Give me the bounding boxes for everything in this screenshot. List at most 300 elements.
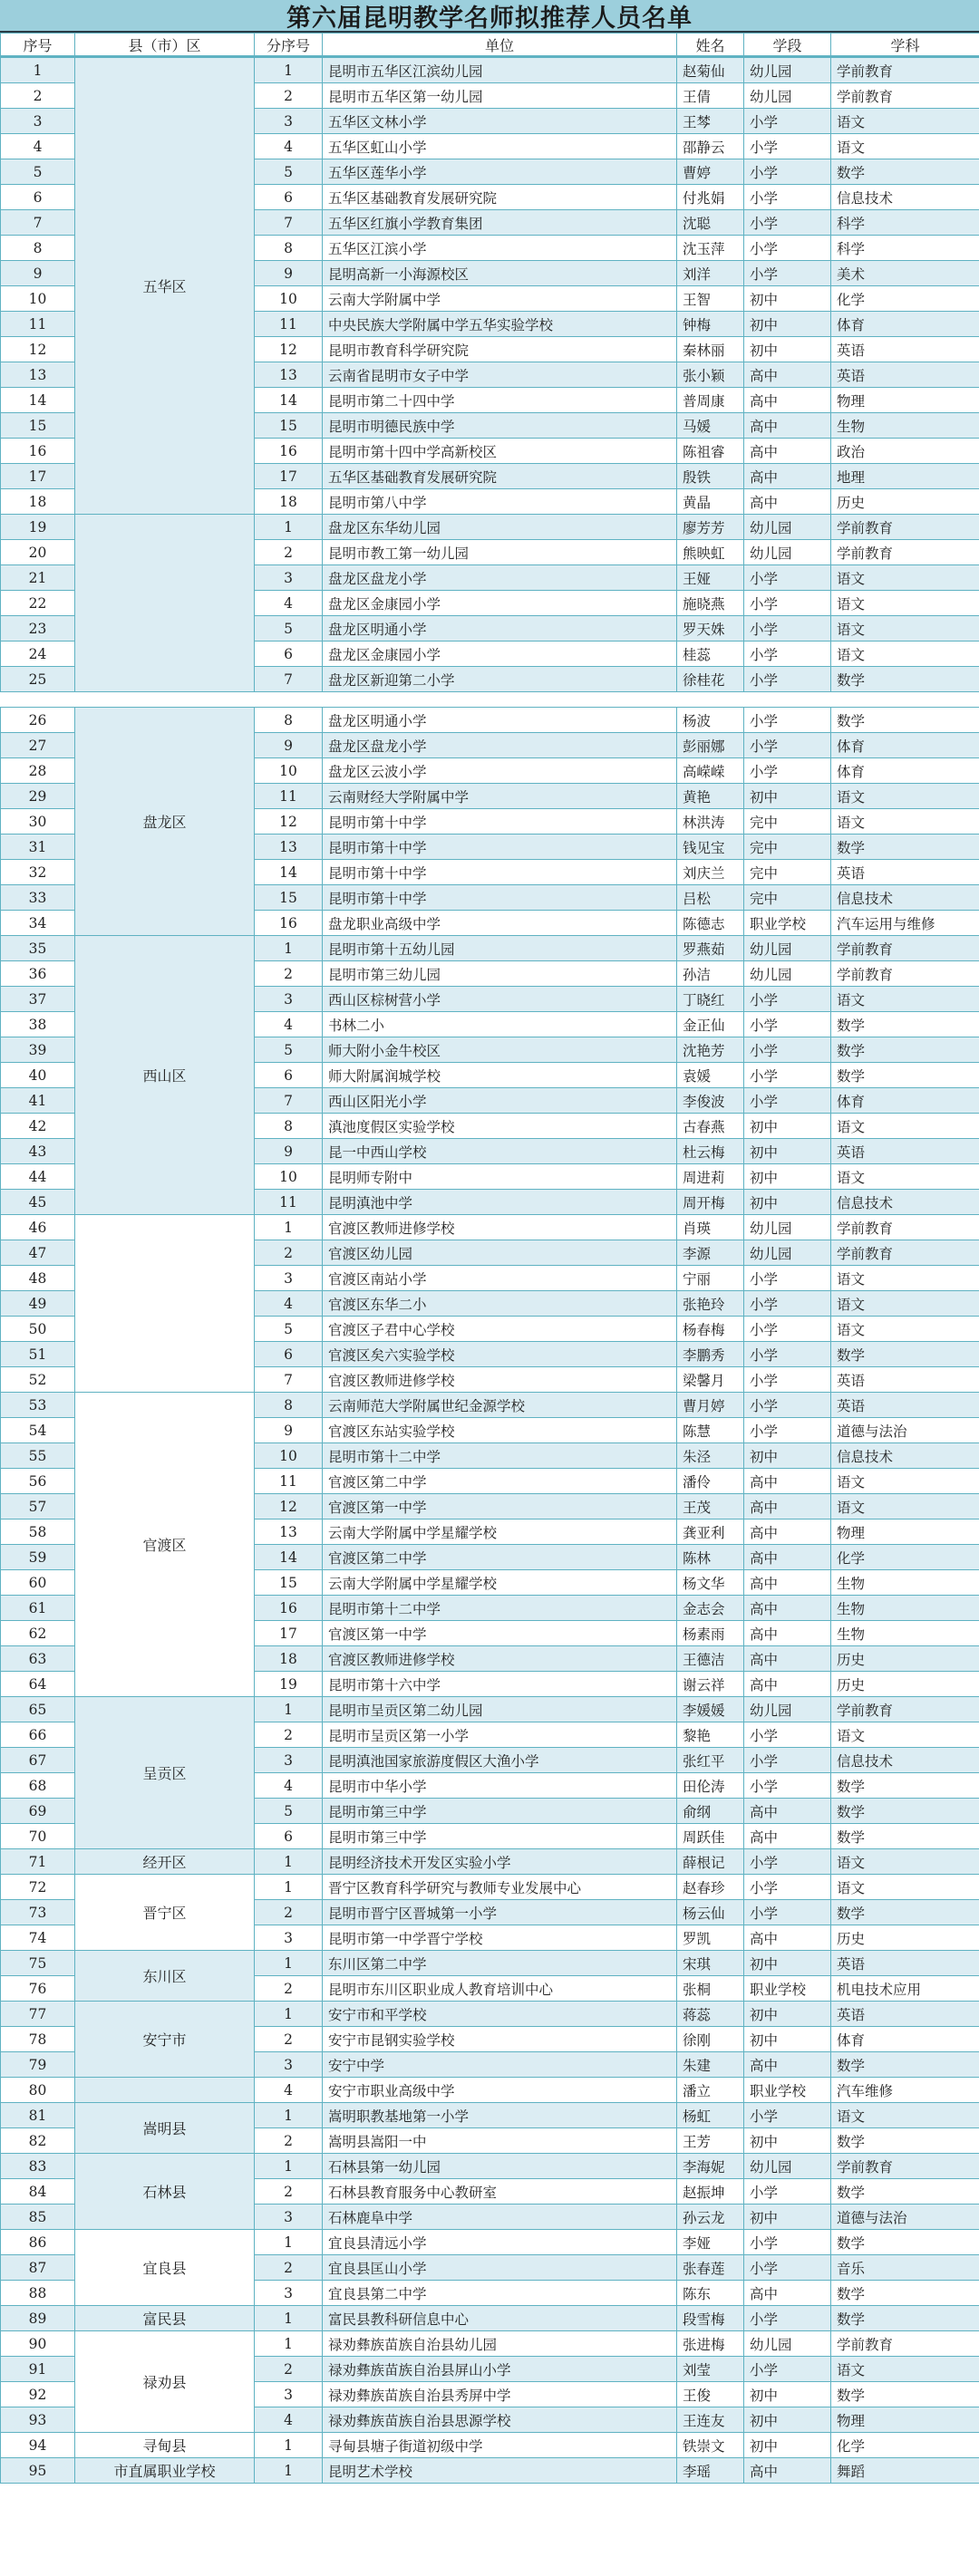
subject-cell: 数学: [831, 1824, 979, 1849]
sub-number: 1: [255, 1215, 323, 1240]
subject-cell: 学前教育: [831, 515, 979, 540]
unit-cell: 中央民族大学附属中学五华实验学校: [323, 312, 677, 337]
subject-cell: 数学: [831, 2230, 979, 2255]
unit-cell: 官渡区第一中学: [323, 1621, 677, 1646]
stage-cell: 小学: [744, 134, 831, 159]
table-row: [1, 1215, 979, 1240]
name-cell: 杨波: [677, 708, 744, 733]
unit-cell: 官渡区东华二小: [323, 1291, 677, 1317]
stage-cell: 初中: [744, 286, 831, 312]
subject-cell: 语文: [831, 1494, 979, 1520]
name-cell: 宁丽: [677, 1266, 744, 1291]
sub-number: 3: [255, 109, 323, 134]
name-cell: 袁媛: [677, 1063, 744, 1088]
name-cell: 邵静云: [677, 134, 744, 159]
stage-cell: 初中: [744, 2205, 831, 2230]
district-cell: 安宁市: [75, 2002, 255, 2078]
sub-number: 16: [255, 1596, 323, 1621]
unit-cell: 昆明师专附中: [323, 1164, 677, 1190]
row-number: 83: [1, 2154, 75, 2179]
stage-cell: 小学: [744, 1748, 831, 1773]
sub-number: 8: [255, 236, 323, 261]
stage-cell: 小学: [744, 758, 831, 784]
district-cell: 官渡区: [75, 1393, 255, 1697]
row-number: 31: [1, 835, 75, 860]
row-number: 71: [1, 1849, 75, 1875]
name-cell: 蒋蕊: [677, 2002, 744, 2027]
name-cell: 徐刚: [677, 2027, 744, 2052]
stage-cell: 高中: [744, 1621, 831, 1646]
name-cell: 王娅: [677, 565, 744, 591]
subject-cell: 化学: [831, 1545, 979, 1570]
stage-cell: 初中: [744, 784, 831, 809]
subject-cell: 信息技术: [831, 1190, 979, 1215]
sub-number: 15: [255, 1570, 323, 1596]
stage-cell: 小学: [744, 1393, 831, 1418]
subject-cell: 汽车运用与维修: [831, 911, 979, 936]
stage-cell: 幼儿园: [744, 540, 831, 565]
name-cell: 李媛媛: [677, 1697, 744, 1722]
stage-cell: 初中: [744, 2433, 831, 2458]
unit-cell: 盘龙区金康园小学: [323, 642, 677, 667]
unit-cell: 官渡区教师进修学校: [323, 1646, 677, 1672]
row-number: 35: [1, 936, 75, 961]
district-cell: 市直属职业学校: [75, 2458, 255, 2484]
unit-cell: 昆明市第一中学晋宁学校: [323, 1925, 677, 1951]
stage-cell: 初中: [744, 337, 831, 362]
sub-number: 4: [255, 2407, 323, 2433]
name-cell: 朱建: [677, 2052, 744, 2078]
sub-number: 11: [255, 1469, 323, 1494]
unit-cell: 云南大学附属中学星耀学校: [323, 1520, 677, 1545]
sub-number: 1: [255, 2230, 323, 2255]
table-row: [1, 2154, 979, 2179]
row-number: 51: [1, 1342, 75, 1367]
sub-number: 10: [255, 1443, 323, 1469]
sub-number: 5: [255, 1799, 323, 1824]
row-number: 93: [1, 2407, 75, 2433]
stage-cell: 高中: [744, 1596, 831, 1621]
subject-cell: 语文: [831, 809, 979, 835]
subject-cell: 信息技术: [831, 1443, 979, 1469]
name-cell: 杨云仙: [677, 1900, 744, 1925]
subject-cell: 英语: [831, 337, 979, 362]
table-header-row: [1, 34, 979, 57]
row-number: 5: [1, 159, 75, 185]
unit-cell: 禄劝彝族苗族自治县幼儿园: [323, 2331, 677, 2357]
unit-cell: 昆明市东川区职业成人教育培训中心: [323, 1976, 677, 2002]
row-number: 77: [1, 2002, 75, 2027]
subject-cell: 信息技术: [831, 885, 979, 911]
name-cell: 周进莉: [677, 1164, 744, 1190]
sub-number: 1: [255, 2458, 323, 2484]
unit-cell: 昆明市第十二中学: [323, 1596, 677, 1621]
stage-cell: 小学: [744, 1367, 831, 1393]
name-cell: 王连友: [677, 2407, 744, 2433]
district-cell: [75, 1215, 255, 1393]
name-cell: 薛根记: [677, 1849, 744, 1875]
stage-cell: 高中: [744, 362, 831, 388]
row-number: 79: [1, 2052, 75, 2078]
subject-cell: 美术: [831, 261, 979, 286]
name-cell: 王俊: [677, 2382, 744, 2407]
name-cell: 潘伶: [677, 1469, 744, 1494]
stage-cell: 幼儿园: [744, 515, 831, 540]
name-cell: 高嵘嵘: [677, 758, 744, 784]
stage-cell: 小学: [744, 1418, 831, 1443]
unit-cell: 西山区棕树营小学: [323, 987, 677, 1012]
stage-cell: 小学: [744, 109, 831, 134]
nominee-table: [0, 33, 979, 2484]
unit-cell: 昆明市第十二中学: [323, 1443, 677, 1469]
sub-number: 1: [255, 57, 323, 83]
sub-number: 2: [255, 540, 323, 565]
row-number: 50: [1, 1317, 75, 1342]
stage-cell: 小学: [744, 733, 831, 758]
sub-number: 4: [255, 1012, 323, 1037]
row-number: 37: [1, 987, 75, 1012]
unit-cell: 昆明市第十中学: [323, 835, 677, 860]
name-cell: 杨素雨: [677, 1621, 744, 1646]
stage-cell: 小学: [744, 210, 831, 236]
unit-cell: 昆明市呈贡区第二幼儿园: [323, 1697, 677, 1722]
sub-number: 1: [255, 2103, 323, 2128]
subject-cell: 语文: [831, 2103, 979, 2128]
name-cell: 沈玉萍: [677, 236, 744, 261]
sub-number: 13: [255, 362, 323, 388]
stage-cell: 小学: [744, 1012, 831, 1037]
subject-cell: 数学: [831, 1063, 979, 1088]
sub-number: 9: [255, 733, 323, 758]
row-number: 22: [1, 591, 75, 616]
subject-cell: 学前教育: [831, 1240, 979, 1266]
name-cell: 田伦涛: [677, 1773, 744, 1799]
row-number: 26: [1, 708, 75, 733]
subject-cell: 体育: [831, 2027, 979, 2052]
sub-number: 3: [255, 987, 323, 1012]
table-row: [1, 1875, 979, 1900]
row-number: 41: [1, 1088, 75, 1114]
row-number: 62: [1, 1621, 75, 1646]
subject-cell: 物理: [831, 2407, 979, 2433]
sub-number: 2: [255, 83, 323, 109]
subject-cell: 语文: [831, 616, 979, 642]
subject-cell: 科学: [831, 236, 979, 261]
name-cell: 曹月婷: [677, 1393, 744, 1418]
name-cell: 李海妮: [677, 2154, 744, 2179]
subject-cell: 语文: [831, 1722, 979, 1748]
sub-number: 2: [255, 2027, 323, 2052]
subject-cell: 道德与法治: [831, 2205, 979, 2230]
unit-cell: 安宁市职业高级中学: [323, 2078, 677, 2103]
stage-cell: 小学: [744, 591, 831, 616]
stage-cell: 小学: [744, 667, 831, 692]
subject-cell: 语文: [831, 109, 979, 134]
stage-cell: 小学: [744, 1266, 831, 1291]
sub-number: 6: [255, 1824, 323, 1849]
unit-cell: 昆明市第十四中学高新校区: [323, 439, 677, 464]
sub-number: 14: [255, 388, 323, 413]
unit-cell: 五华区莲华小学: [323, 159, 677, 185]
name-cell: 林洪涛: [677, 809, 744, 835]
sub-number: 11: [255, 1190, 323, 1215]
sub-number: 1: [255, 2002, 323, 2027]
name-cell: 王芳: [677, 2128, 744, 2154]
subject-cell: 英语: [831, 1393, 979, 1418]
subject-cell: 化学: [831, 286, 979, 312]
row-number: 48: [1, 1266, 75, 1291]
sub-number: 7: [255, 1088, 323, 1114]
stage-cell: 幼儿园: [744, 2154, 831, 2179]
unit-cell: 昆明艺术学校: [323, 2458, 677, 2484]
row-number: 23: [1, 616, 75, 642]
subject-cell: 化学: [831, 2433, 979, 2458]
unit-cell: 昆一中西山学校: [323, 1139, 677, 1164]
subject-cell: 语文: [831, 134, 979, 159]
subject-cell: 数学: [831, 835, 979, 860]
stage-cell: 高中: [744, 413, 831, 439]
subject-cell: 体育: [831, 1088, 979, 1114]
stage-cell: 小学: [744, 261, 831, 286]
name-cell: 金正仙: [677, 1012, 744, 1037]
row-number: 72: [1, 1875, 75, 1900]
unit-cell: 昆明市第十中学: [323, 885, 677, 911]
name-cell: 张桐: [677, 1976, 744, 2002]
unit-cell: 昆明市第三幼儿园: [323, 961, 677, 987]
name-cell: 李瑶: [677, 2458, 744, 2484]
row-number: 61: [1, 1596, 75, 1621]
sub-number: 14: [255, 860, 323, 885]
sub-number: 3: [255, 565, 323, 591]
table-row: [1, 1697, 979, 1722]
unit-cell: 盘龙职业高级中学: [323, 911, 677, 936]
subject-cell: 学前教育: [831, 1697, 979, 1722]
subject-cell: 数学: [831, 2306, 979, 2331]
subject-cell: 语文: [831, 1849, 979, 1875]
name-cell: 黄艳: [677, 784, 744, 809]
unit-cell: 书林二小: [323, 1012, 677, 1037]
subject-cell: 语文: [831, 1875, 979, 1900]
subject-cell: 语文: [831, 987, 979, 1012]
name-cell: 陈东: [677, 2281, 744, 2306]
subject-cell: 生物: [831, 1621, 979, 1646]
stage-cell: 初中: [744, 2407, 831, 2433]
row-number: 95: [1, 2458, 75, 2484]
row-number: 87: [1, 2255, 75, 2281]
name-cell: 杜云梅: [677, 1139, 744, 1164]
row-number: 29: [1, 784, 75, 809]
sub-number: 16: [255, 439, 323, 464]
subject-cell: 生物: [831, 1596, 979, 1621]
sub-number: 7: [255, 210, 323, 236]
subject-cell: 语文: [831, 1469, 979, 1494]
stage-cell: 小学: [744, 1900, 831, 1925]
unit-cell: 官渡区教师进修学校: [323, 1367, 677, 1393]
stage-cell: 职业学校: [744, 911, 831, 936]
unit-cell: 昆明市教工第一幼儿园: [323, 540, 677, 565]
stage-cell: 初中: [744, 2128, 831, 2154]
subject-cell: 语文: [831, 1291, 979, 1317]
sub-number: 4: [255, 591, 323, 616]
stage-cell: 高中: [744, 1646, 831, 1672]
district-cell: 西山区: [75, 936, 255, 1215]
subject-cell: 物理: [831, 1520, 979, 1545]
row-number: 40: [1, 1063, 75, 1088]
unit-cell: 昆明市呈贡区第一小学: [323, 1722, 677, 1748]
sub-number: 11: [255, 784, 323, 809]
sub-number: 8: [255, 708, 323, 733]
unit-cell: 云南省昆明市女子中学: [323, 362, 677, 388]
district-cell: 宜良县: [75, 2230, 255, 2306]
sub-number: 1: [255, 1951, 323, 1976]
sub-number: 1: [255, 2306, 323, 2331]
district-cell: 经开区: [75, 1849, 255, 1875]
row-number: 17: [1, 464, 75, 489]
name-cell: 孙云龙: [677, 2205, 744, 2230]
stage-cell: 幼儿园: [744, 936, 831, 961]
subject-cell: 体育: [831, 733, 979, 758]
subject-cell: 物理: [831, 388, 979, 413]
unit-cell: 盘龙区盘龙小学: [323, 565, 677, 591]
sub-number: 1: [255, 936, 323, 961]
stage-cell: 幼儿园: [744, 1215, 831, 1240]
sub-number: 6: [255, 185, 323, 210]
unit-cell: 师大附小金牛校区: [323, 1037, 677, 1063]
subject-cell: 语文: [831, 1266, 979, 1291]
subject-cell: 舞蹈: [831, 2458, 979, 2484]
subject-cell: 历史: [831, 1925, 979, 1951]
stage-cell: 幼儿园: [744, 1697, 831, 1722]
name-cell: 熊映虹: [677, 540, 744, 565]
unit-cell: 昆明市第十五幼儿园: [323, 936, 677, 961]
row-number: 60: [1, 1570, 75, 1596]
unit-cell: 嵩明职教基地第一小学: [323, 2103, 677, 2128]
unit-cell: 昆明滇池中学: [323, 1190, 677, 1215]
unit-cell: 安宁市昆钢实验学校: [323, 2027, 677, 2052]
unit-cell: 昆明市五华区江滨幼儿园: [323, 57, 677, 83]
stage-cell: 小学: [744, 1849, 831, 1875]
unit-cell: 盘龙区明通小学: [323, 708, 677, 733]
name-cell: 赵菊仙: [677, 57, 744, 83]
unit-cell: 五华区文林小学: [323, 109, 677, 134]
sub-number: 3: [255, 2052, 323, 2078]
sub-number: 6: [255, 1063, 323, 1088]
name-cell: 李源: [677, 1240, 744, 1266]
unit-cell: 禄劝彝族苗族自治县秀屏中学: [323, 2382, 677, 2407]
col-header-stage: 学段: [744, 34, 831, 57]
subject-cell: 音乐: [831, 2255, 979, 2281]
unit-cell: 石林县教育服务中心教研室: [323, 2179, 677, 2205]
stage-cell: 小学: [744, 2103, 831, 2128]
stage-cell: 高中: [744, 1925, 831, 1951]
unit-cell: 安宁中学: [323, 2052, 677, 2078]
name-cell: 铁崇文: [677, 2433, 744, 2458]
unit-cell: 禄劝彝族苗族自治县屏山小学: [323, 2357, 677, 2382]
sub-number: 9: [255, 1139, 323, 1164]
district-cell: 东川区: [75, 1951, 255, 2002]
table-row: [1, 2002, 979, 2027]
subject-cell: 汽车维修: [831, 2078, 979, 2103]
subject-cell: 学前教育: [831, 2331, 979, 2357]
row-number: 28: [1, 758, 75, 784]
row-number: 8: [1, 236, 75, 261]
page-break-gap: [1, 692, 979, 708]
name-cell: 王棽: [677, 109, 744, 134]
row-number: 54: [1, 1418, 75, 1443]
sub-number: 10: [255, 286, 323, 312]
sub-number: 8: [255, 1114, 323, 1139]
unit-cell: 晋宁区教育科学研究与教师专业发展中心: [323, 1875, 677, 1900]
stage-cell: 初中: [744, 1190, 831, 1215]
row-number: 10: [1, 286, 75, 312]
sub-number: 19: [255, 1672, 323, 1697]
sub-number: 12: [255, 1494, 323, 1520]
stage-cell: 小学: [744, 236, 831, 261]
stage-cell: 小学: [744, 2179, 831, 2205]
stage-cell: 小学: [744, 1037, 831, 1063]
col-header-unit: 单位: [323, 34, 677, 57]
stage-cell: 小学: [744, 1773, 831, 1799]
row-number: 1: [1, 57, 75, 83]
table-row: [1, 2230, 979, 2255]
row-number: 80: [1, 2078, 75, 2103]
stage-cell: 小学: [744, 616, 831, 642]
row-number: 85: [1, 2205, 75, 2230]
stage-cell: 小学: [744, 2255, 831, 2281]
row-number: 38: [1, 1012, 75, 1037]
row-number: 46: [1, 1215, 75, 1240]
row-number: 73: [1, 1900, 75, 1925]
row-number: 27: [1, 733, 75, 758]
unit-cell: 云南财经大学附属中学: [323, 784, 677, 809]
row-number: 47: [1, 1240, 75, 1266]
row-number: 11: [1, 312, 75, 337]
name-cell: 沈艳芳: [677, 1037, 744, 1063]
name-cell: 殷铁: [677, 464, 744, 489]
sub-number: 2: [255, 2255, 323, 2281]
name-cell: 黄晶: [677, 489, 744, 515]
name-cell: 罗凯: [677, 1925, 744, 1951]
row-number: 39: [1, 1037, 75, 1063]
row-number: 78: [1, 2027, 75, 2052]
subject-cell: 学前教育: [831, 57, 979, 83]
stage-cell: 小学: [744, 1063, 831, 1088]
row-number: 19: [1, 515, 75, 540]
unit-cell: 五华区基础教育发展研究院: [323, 464, 677, 489]
row-number: 49: [1, 1291, 75, 1317]
row-number: 56: [1, 1469, 75, 1494]
sub-number: 3: [255, 2382, 323, 2407]
row-number: 66: [1, 1722, 75, 1748]
name-cell: 陈慧: [677, 1418, 744, 1443]
sub-number: 10: [255, 758, 323, 784]
sub-number: 7: [255, 1367, 323, 1393]
name-cell: 普周康: [677, 388, 744, 413]
subject-cell: 数学: [831, 1900, 979, 1925]
unit-cell: 昆明市第十六中学: [323, 1672, 677, 1697]
table-row: [1, 936, 979, 961]
subject-cell: 语文: [831, 2357, 979, 2382]
row-number: 57: [1, 1494, 75, 1520]
row-number: 70: [1, 1824, 75, 1849]
table-row: [1, 57, 979, 83]
subject-cell: 英语: [831, 362, 979, 388]
row-number: 12: [1, 337, 75, 362]
name-cell: 孙洁: [677, 961, 744, 987]
table-row: [1, 1393, 979, 1418]
name-cell: 彭丽娜: [677, 733, 744, 758]
stage-cell: 小学: [744, 1722, 831, 1748]
